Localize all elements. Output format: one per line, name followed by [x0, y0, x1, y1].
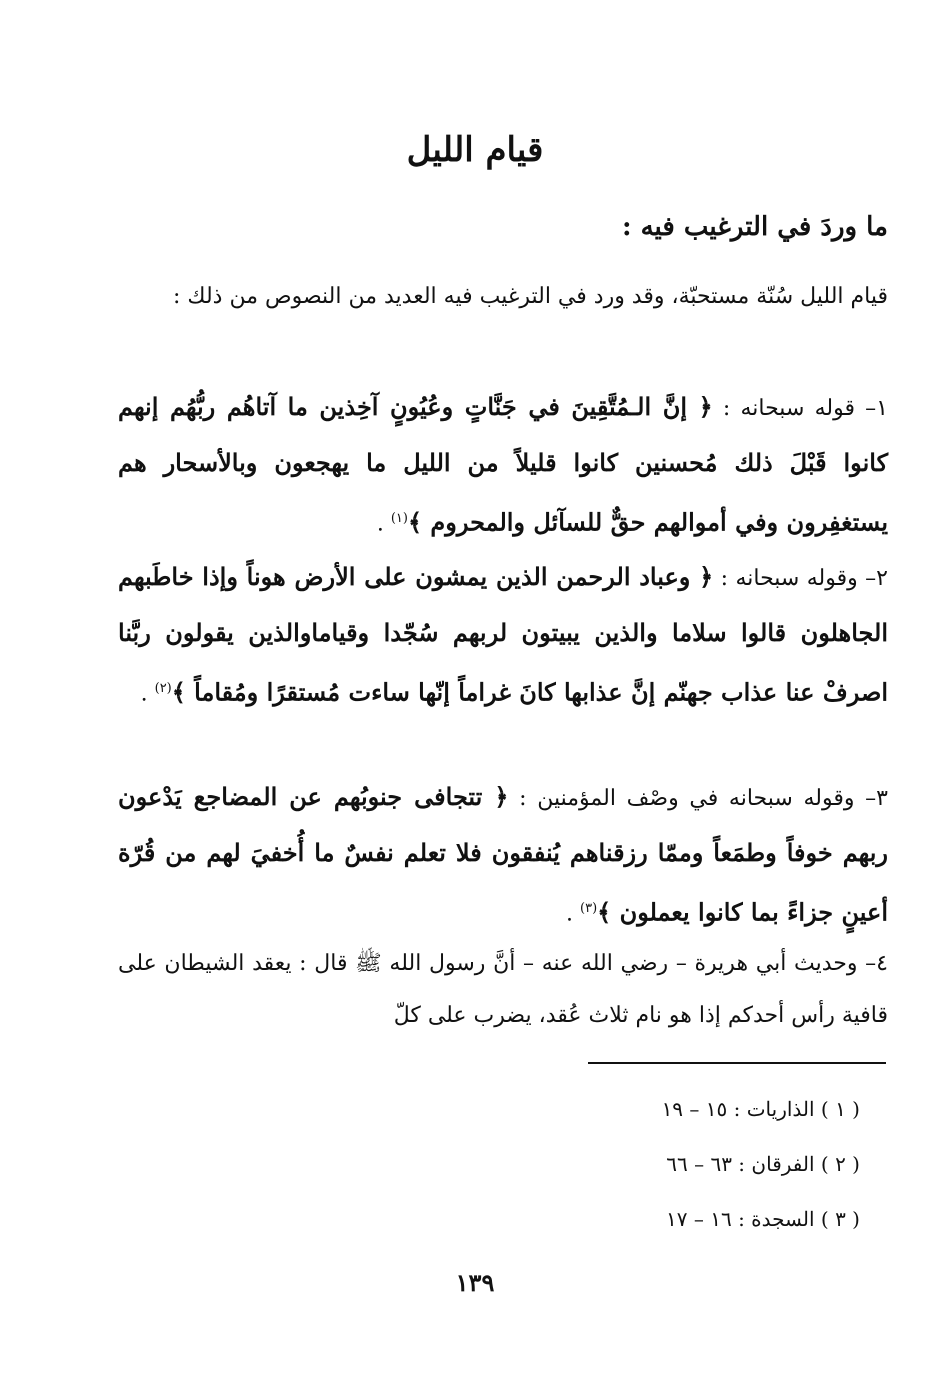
paragraph-2-lead: ٢– وقوله سبحانه : [713, 566, 888, 591]
footnote-2: ( ٢ ) الفرقان : ٦٣ – ٦٦ [666, 1152, 860, 1176]
paragraph-3 [118, 770, 888, 941]
footnote-3: ( ٣ ) السجدة : ١٦ – ١٧ [666, 1207, 860, 1231]
footnote-divider [588, 1062, 886, 1064]
paragraph-1 [118, 380, 888, 551]
footnotes [560, 1082, 860, 1247]
footnote-ref-2[interactable]: (٢) [154, 681, 172, 696]
footnote-ref-1[interactable]: (١) [390, 511, 408, 526]
paragraph-3-quote: ﴿ تتجافى جنوبُهم عن المضاجع يَدْعون ربهم خوفاً وطمَعاً وممّا رزقناهم يُنفقون فلا تعلم نفسٌ ما أُخفيَ لهم من قُرّة أعينٍ جزاءً بما كانوا يعملون ﴾ [118, 782, 889, 927]
intro-paragraph: قيام الليل سُنّة مستحبّة، وقد ورد في الترغيب فيه العديد من النصوص من ذلك : [173, 284, 888, 309]
paragraph-1-lead: ١– قوله سبحانه : [712, 396, 888, 421]
footnote-1: ( ١ ) الذاريات : ١٥ – ١٩ [661, 1097, 860, 1121]
paragraph-4-lead: ٤– وحديث أبي هريرة – رضي الله عنه – أنَّ رسول الله ﷺ قال : يعقد الشيطان على قافية رأس أحدكم إذا هو نام ثلاث عُقد، يضرب على كلّ [118, 951, 888, 1028]
paragraph-1-tail: . [376, 511, 391, 537]
footnote-ref-3[interactable]: (٣) [580, 901, 598, 916]
paragraph-2 [118, 550, 888, 721]
paragraph-4 [118, 938, 888, 1042]
paragraph-2-tail: . [140, 681, 155, 707]
paragraph-3-lead: ٣– وقوله سبحانه في وصْف المؤمنين : [508, 786, 888, 811]
section-heading: ما وردَ في الترغيب فيه : [621, 212, 888, 242]
paragraph-2-quote: ﴿ وعباد الرحمن الذين يمشون على الأرض هوناً وإذا خاطَبهم الجاهلون قالوا سلاما والذين يبيتون لربهم سُجّدا وقياماوالذين يقولون ربَّنا اصرفْ عنا عذاب جهنّم إنَّ عذابها كانَ غراماً إنّها ساءت مُستقرًا ومُقاماً ﴾ [118, 562, 888, 707]
page-title: قيام الليل [406, 130, 544, 170]
page-number: ١٣٩ [455, 1268, 495, 1297]
paragraph-3-tail: . [566, 901, 581, 927]
paragraph-1-quote: ﴿ إنَّ الـمُتَّقِينَ في جَنَّاتٍ وعُيُونٍ آخِذين ما آتاهُم ربُّهُم إنهم كانوا قَبْلَ ذلك مُحسنين كانوا قليلاً من الليل ما يهجعون وبالأسحار هم يستغفِرون وفي أموالهم حقٌّ للسآئل والمحروم ﴾ [118, 392, 888, 537]
